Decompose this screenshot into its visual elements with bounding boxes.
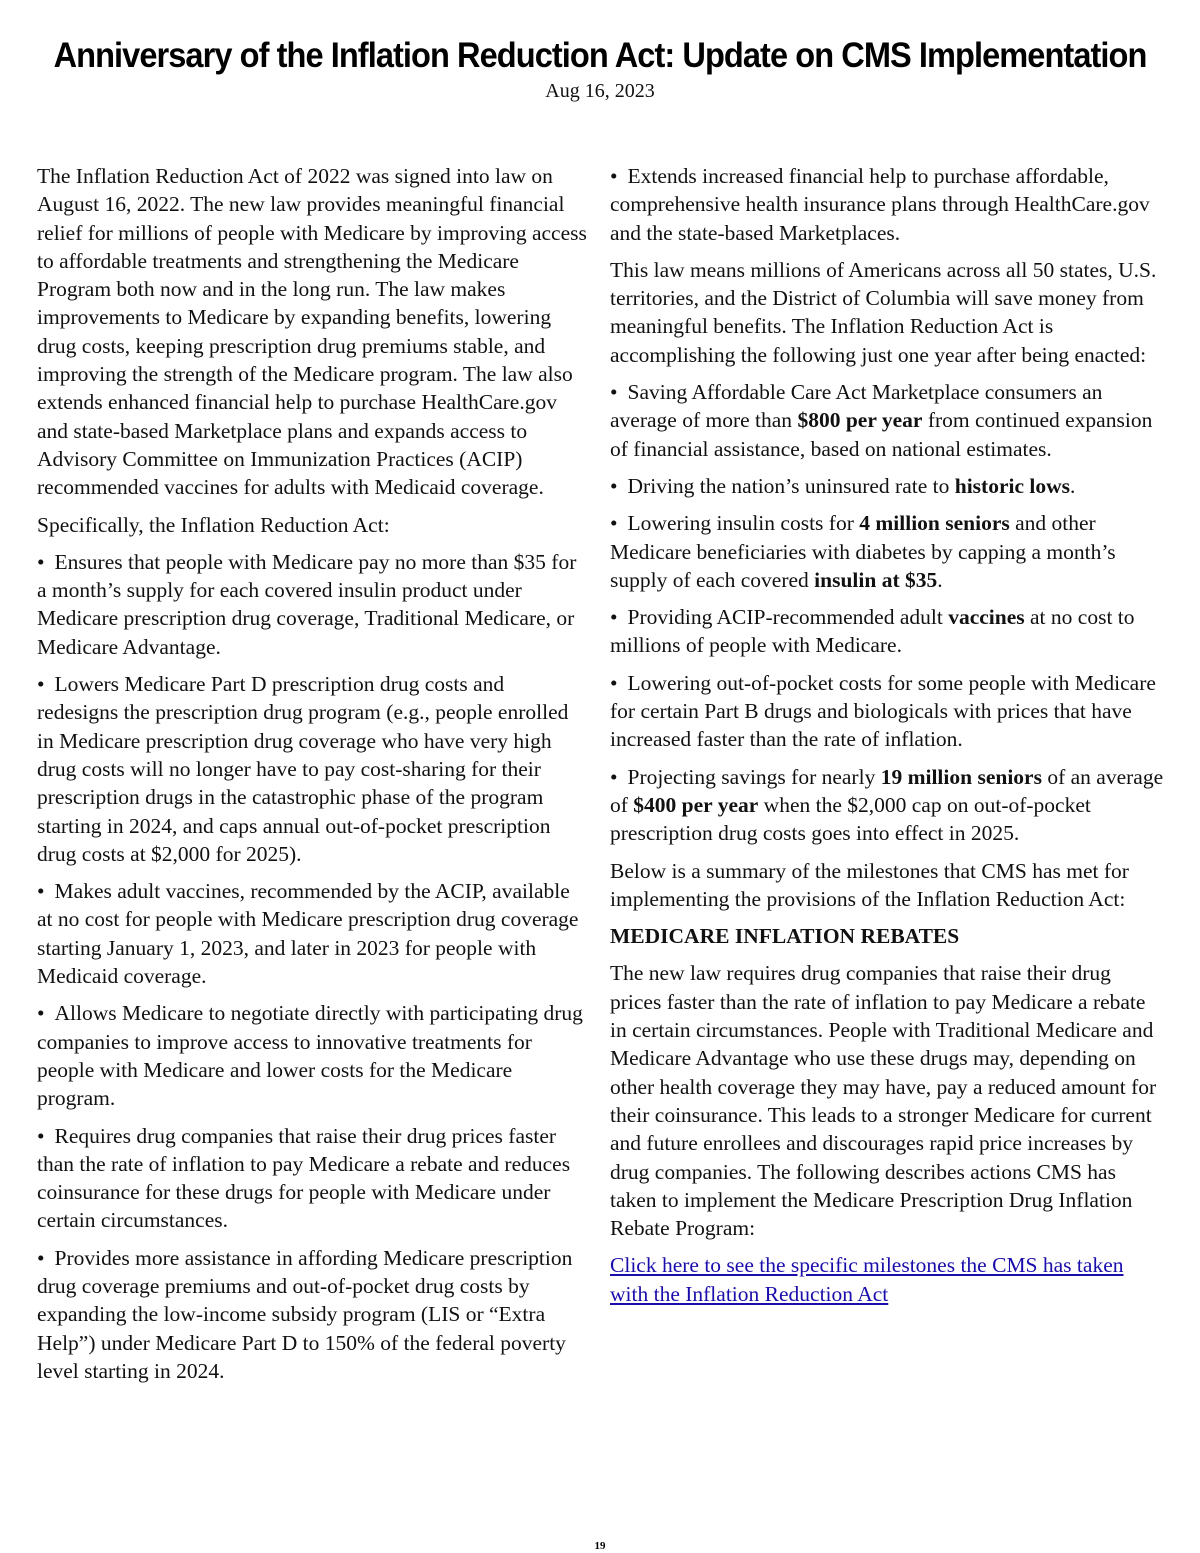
list-item: • Projecting savings for nearly 19 million seniors of an average of $400 per year when the $2,000 cap on out-of-pocket prescription drug costs goes into effect in 2025. <box>610 763 1165 848</box>
section-heading: MEDICARE INFLATION REBATES <box>610 924 960 949</box>
milestones-link-paragraph <box>610 1251 1165 1308</box>
list-item: • Ensures that people with Medicare pay no more than $35 for a month’s supply for each covered insulin product under Medicare prescription drug coverage, Traditional Medicare, or Medicare Advantage. <box>37 548 589 661</box>
specifically-paragraph: Specifically, the Inflation Reduction Act: <box>37 512 390 537</box>
list-item: • Providing ACIP-recommended adult vaccines at no cost to millions of people with Medicare. <box>610 603 1165 660</box>
law-means-paragraph: This law means millions of Americans across all 50 states, U.S. territories, and the District of Columbia will save money from meaningful benefits. The Inflation Reduction Act is accomplishing the following just one year after being enacted: <box>610 257 1157 367</box>
intro-paragraph: The Inflation Reduction Act of 2022 was signed into law on August 16, 2022. The new law provides meaningful financial relief for millions of people with Medicare by improving access to affordable treatments and strengthening the Medicare Program both now and in the long run. The law makes improvements to Medicare by expanding benefits, lowering drug costs, keeping prescription drug premiums stable, and improving the strength of the Medicare program. The law also extends enhanced financial help to purchase HealthCare.gov and state-based Marketplace plans and expands access to Advisory Committee on Immunization Practices (ACIP) recommended vaccines for adults with Medicaid coverage. <box>37 164 587 500</box>
list-item: • Requires drug companies that raise their drug prices faster than the rate of inflation to pay Medicare a rebate and reduces coinsurance for these drugs for people with Medicare under certain circumstances. <box>37 1122 589 1235</box>
milestones-link[interactable]: Click here to see the specific milestones the CMS has taken with the Inflation Reduction Act <box>610 1253 1124 1306</box>
list-item: • Allows Medicare to negotiate directly with participating drug companies to improve access to innovative treatments for people with Medicare and lower costs for the Medicare program. <box>37 999 589 1112</box>
list-item: • Makes adult vaccines, recommended by the ACIP, available at no cost for people with Medicare prescription drug coverage starting January 1, 2023, and later in 2023 for people with Medicaid coverage. <box>37 877 589 990</box>
page-title: Anniversary of the Inflation Reduction Act: Update on CMS Implementation <box>53 36 1147 75</box>
left-column <box>37 162 589 1394</box>
list-item: • Extends increased financial help to purchase affordable, comprehensive health insurance plans through HealthCare.gov and the state-based Marketplaces. <box>610 162 1165 247</box>
list-item: • Driving the nation’s uninsured rate to historic lows. <box>610 472 1165 500</box>
summary-paragraph: Below is a summary of the milestones that CMS has met for implementing the provisions of the Inflation Reduction Act: <box>610 858 1129 911</box>
page-number: 19 <box>594 1540 606 1552</box>
list-item: • Lowering out-of-pocket costs for some people with Medicare for certain Part B drugs and biologicals with prices that have increased faster than the rate of inflation. <box>610 669 1165 754</box>
list-item: • Lowers Medicare Part D prescription drug costs and redesigns the prescription drug program (e.g., people enrolled in Medicare prescription drug coverage who have very high drug costs will no longer have to pay cost-sharing for their prescription drugs in the catastrophic phase of the program starting in 2024, and caps annual out-of-pocket prescription drug costs at $2,000 for 2025). <box>37 670 589 868</box>
list-item: • Provides more assistance in affording Medicare prescription drug coverage premiums and out-of-pocket drug costs by expanding the low-income subsidy program (LIS or “Extra Help”) under Medicare Part D to 150% of the federal poverty level starting in 2024. <box>37 1244 589 1385</box>
list-item: • Saving Affordable Care Act Marketplace consumers an average of more than $800 per year from continued expansion of financial assistance, based on national estimates. <box>610 378 1165 463</box>
list-item: • Lowering insulin costs for 4 million seniors and other Medicare beneficiaries with diabetes by capping a month’s supply of each covered insulin at $35. <box>610 509 1165 594</box>
publish-date: Aug 16, 2023 <box>545 80 655 102</box>
rebates-paragraph: The new law requires drug companies that raise their drug prices faster than the rate of inflation to pay Medicare a rebate in certain circumstances. People with Traditional Medicare and Medicare Advantage who use these drugs may, depending on other health coverage they may have, pay a reduced amount for their coinsurance. This leads to a stronger Medicare for current and future enrollees and discourages rapid price increases by drug companies. The following describes actions CMS has taken to implement the Medicare Prescription Drug Inflation Rebate Program: <box>610 961 1157 1241</box>
right-column <box>610 162 1165 1317</box>
